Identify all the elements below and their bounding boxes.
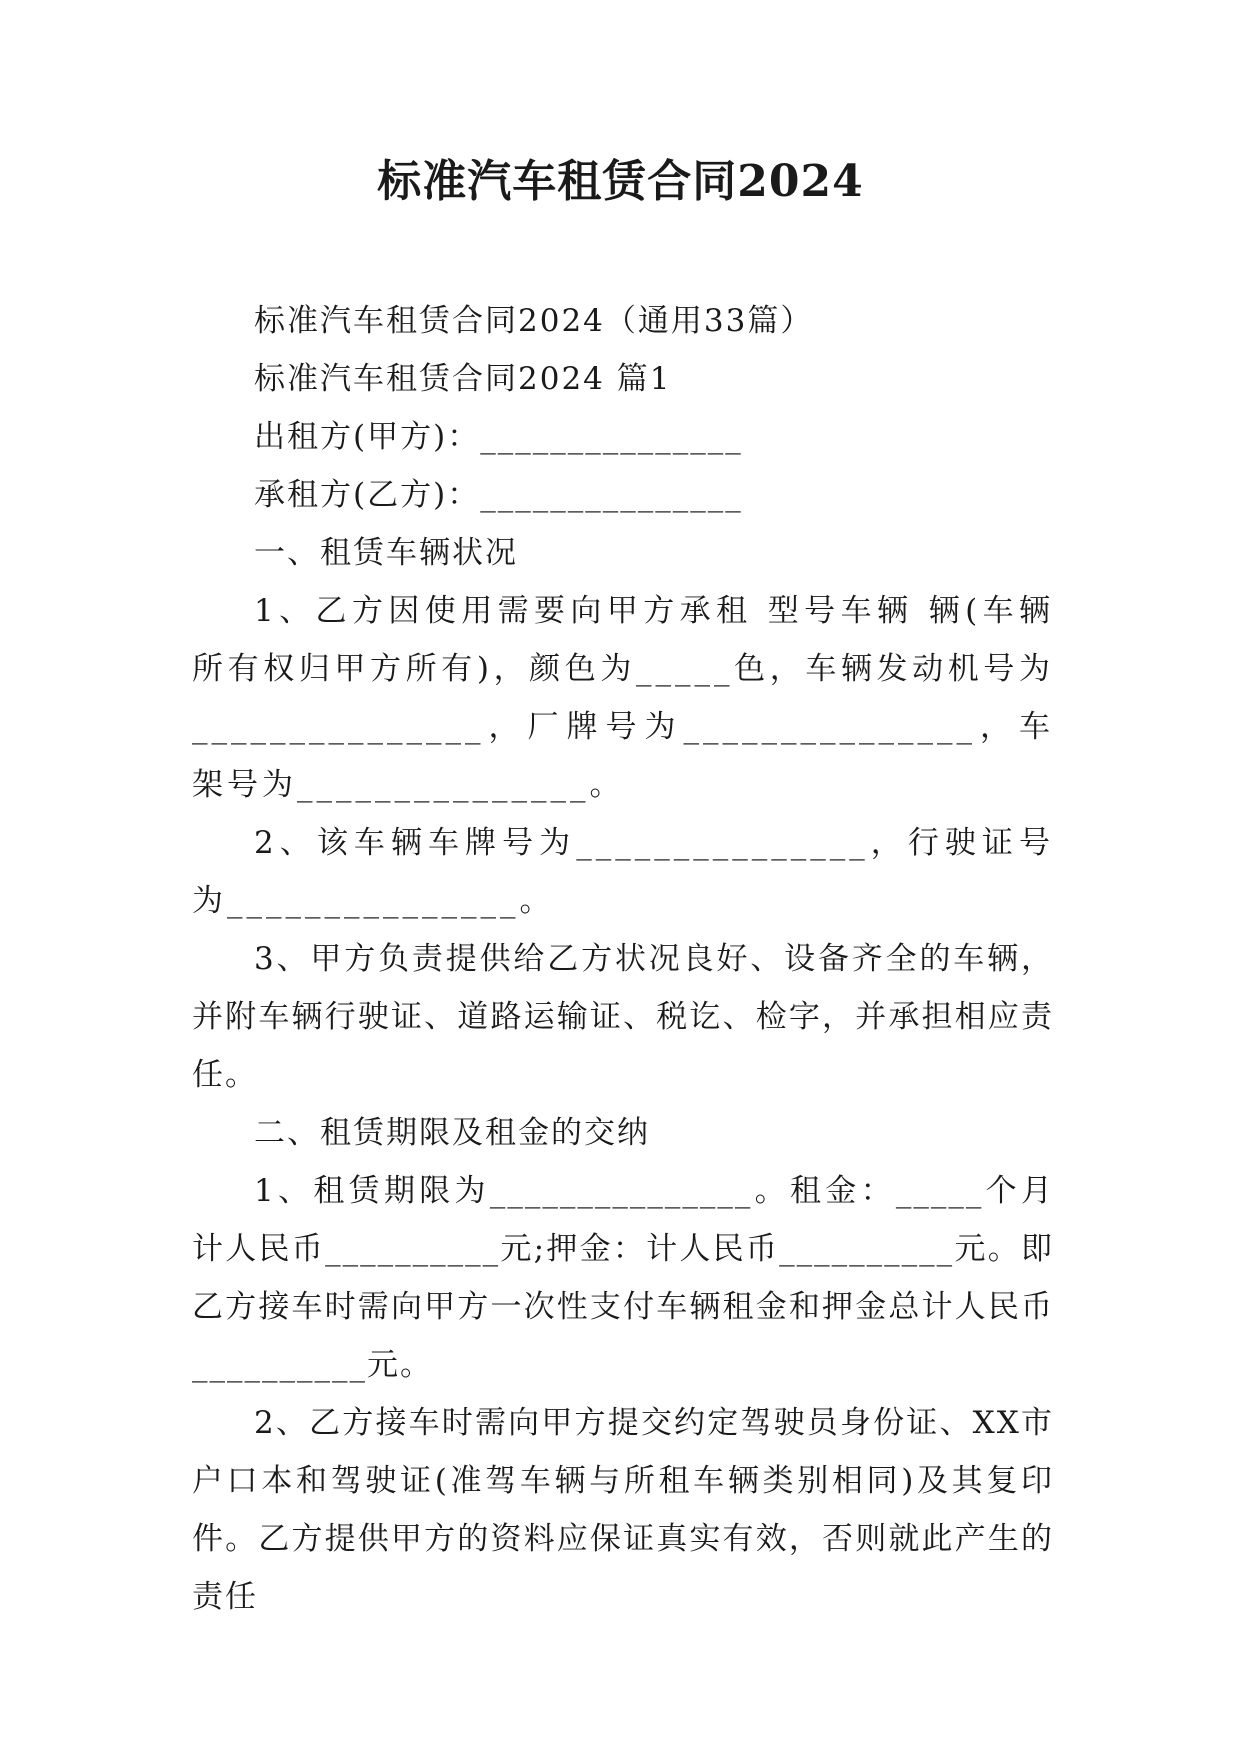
lessor-line: 出租方(甲方)：_______________ <box>254 419 743 455</box>
section-heading: 一、租赁车辆状况 <box>254 535 518 571</box>
clause-paragraph: 3、甲方负责提供给乙方状况良好、设备齐全的车辆，并附车辆行驶证、道路运输证、税讫、检字，并承担相应责任。 <box>192 941 1054 1093</box>
clause-paragraph: 1、乙方因使用需要向甲方承租 型号车辆 辆(车辆所有权归甲方所有)，颜色为_____色，车辆发动机号为_______________，厂牌号为_______________，车架号为_______________。 <box>192 593 1054 803</box>
subtitle-collection: 标准汽车租赁合同2024（通用33篇） <box>254 303 814 339</box>
document-title: 标准汽车租赁合同2024 <box>377 156 864 207</box>
subtitle-article: 标准汽车租赁合同2024 篇1 <box>254 361 672 397</box>
clause-paragraph: 2、该车辆车牌号为_______________，行驶证号为_______________。 <box>192 825 1054 919</box>
document-body <box>192 292 1054 1626</box>
lessee-line: 承租方(乙方)：_______________ <box>254 477 743 513</box>
clause-paragraph: 2、乙方接车时需向甲方提交约定驾驶员身份证、XX市户口本和驾驶证(准驾车辆与所租车辆类别相同)及其复印件。乙方提供甲方的资料应保证真实有效，否则就此产生的责任 <box>192 1405 1054 1615</box>
clause-paragraph: 1、租赁期限为_______________。租金：_____个月计人民币__________元;押金：计人民币__________元。即乙方接车时需向甲方一次性支付车辆租金和押金总计人民币__________元。 <box>192 1173 1054 1383</box>
section-heading: 二、租赁期限及租金的交纳 <box>254 1115 650 1151</box>
